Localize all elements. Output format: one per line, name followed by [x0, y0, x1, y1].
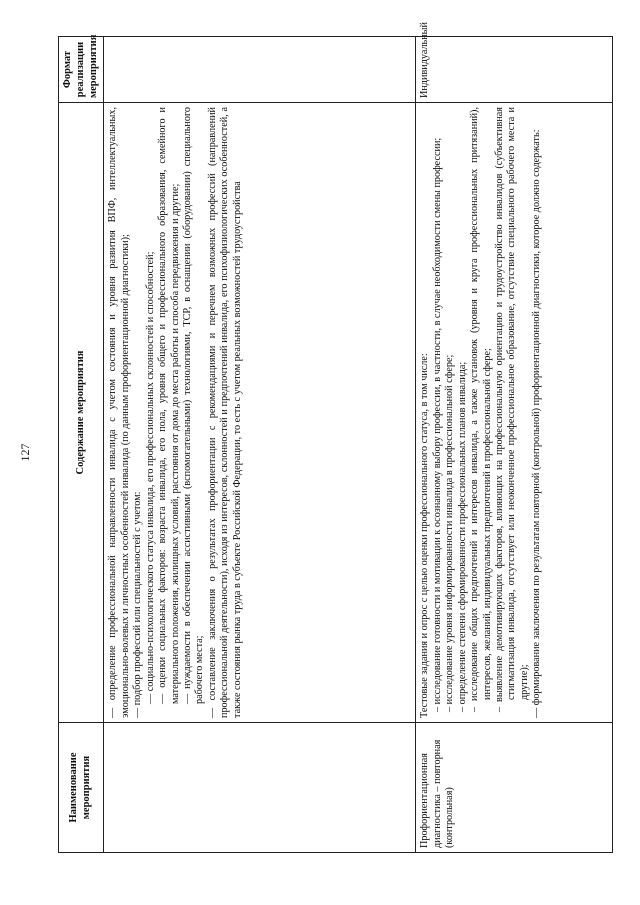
- header-name: Наименование мероприятия: [59, 723, 104, 853]
- row2-item: – исследование готовности и мотивации к осознанному выбору профессии, в частности, в случае необходимости смены профессии;: [431, 137, 443, 712]
- header-content: Содержание мероприятия: [59, 103, 104, 723]
- row1-line: — подбор профессий или специальностей с учетом:: [132, 491, 144, 718]
- row2-item: — формирование заключения по результатам повторной (контрольной) профориентационной диагностики, которое должно содержать:: [531, 129, 543, 718]
- row2-item: – исследование общих предпочтений и интересов инвалида, а также установок (уровня и круга профессиональных притязаний), интересов, желаний, индивидуальных предпочтений в профессиональной сфере;: [469, 107, 493, 712]
- row1-format: [104, 37, 416, 103]
- row2-item: – определение степени сформированности профессиональных планов инвалида;: [456, 361, 468, 712]
- row2-content: [416, 103, 613, 723]
- row2-format: Индивидуальный: [416, 37, 613, 103]
- table-header-row: [59, 37, 104, 853]
- row1-content: [104, 103, 416, 723]
- table-row: [416, 37, 613, 853]
- page-number: 127: [18, 443, 32, 462]
- row2-name: Профориентационная диагностика – повторная (контрольная): [416, 723, 613, 853]
- row2-item: – исследование уровня информированности инвалида в профессиональной сфере;: [444, 354, 456, 712]
- row1-line: — нуждаемости в обеспечении ассистивными (вспомогательными) технологиями, ТСР, в оснащении (оборудовании) специального рабочего места;: [182, 107, 206, 704]
- row1-line: — оценки социальных факторов: возраста инвалида, его пола, уровня общего и профессионального образования, семейного и материального положения, жилищных условий, расстояния от дома до места работы и способа передвижения и другие;: [157, 107, 181, 704]
- row1-line: — определение профессиональной направленности инвалида с учетом состояния и уровня развития ВПФ, интеллектуальных, эмоционально-волевых и личностных особенностей инвалида (по данным профориентационной диагностики);: [107, 107, 131, 718]
- measures-table: [58, 22, 613, 853]
- row2-intro: Тестовые задания и опрос с целью оценки профессионального статуса, в том числе:: [419, 353, 431, 718]
- table-row: [104, 37, 416, 853]
- row1-line: — составление заключения о результатах профориентации с рекомендациями и перечнем возможных профессий (направлений профессиональной деятельности), исходя из интересов, склонностей и предпочтений инвалида, его психофизиологических особенностей, а также состояния рынка труда в субъекте Российской Федерации, то есть с учетом реальных возможностей трудоустройства: [206, 107, 243, 718]
- row1-name: [104, 723, 416, 853]
- row1-line: — социально-психологического статуса инвалида, его профессиональных склонностей и способностей;: [144, 251, 156, 704]
- row2-item: – выявление демотивирующих факторов, влияющих на профессиональную ориентацию и трудоустройство инвалидов (субъективная стигматизация инвалида, отсутствует или неоконченное профессиональное образование, отсутствие специального рабочего места и другие);: [494, 107, 530, 712]
- header-format: Формат реализации мероприятия: [59, 37, 104, 103]
